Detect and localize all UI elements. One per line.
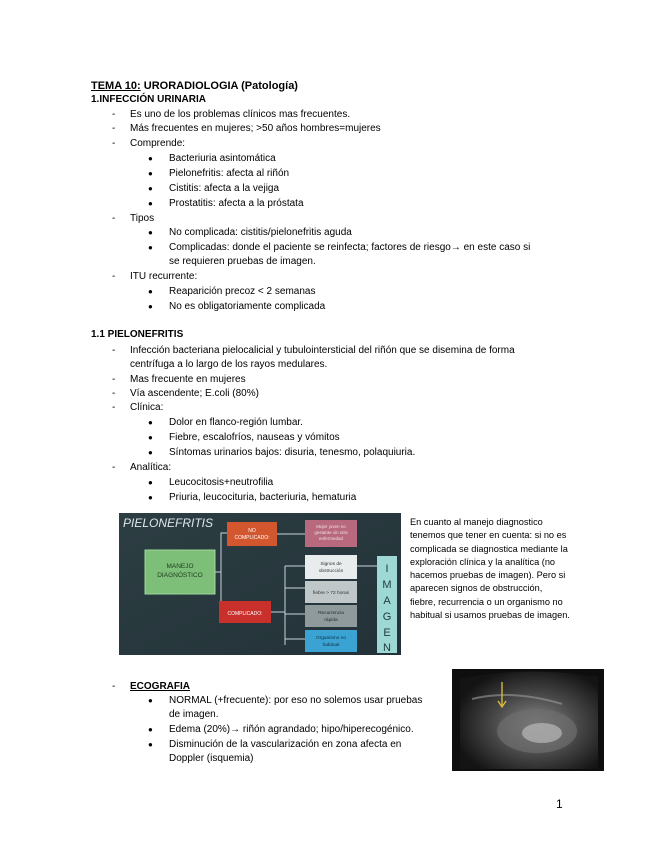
- bullet-icon: ●: [148, 154, 153, 163]
- section-1-title: 1.INFECCIÓN URINARIA: [91, 94, 207, 105]
- sub-list-item-continuation: Doppler (isquemia): [169, 753, 254, 764]
- fiebre-label: fiebre > 72 horas: [312, 591, 350, 596]
- recurrencia-box: [305, 605, 357, 627]
- slide-title: PIELONEFRITIS: [123, 516, 214, 530]
- sub-list-item: No es obligatoriamente complicada: [169, 301, 326, 312]
- ultrasound-image: [452, 669, 604, 771]
- list-item-continuation: centrífuga a lo largo de los rayos medulares.: [130, 359, 328, 370]
- list-item: Es uno de los problemas clínicos mas frecuentes.: [130, 109, 351, 120]
- no-complicado-label-1: NO: [248, 528, 256, 534]
- bullet-icon: ●: [148, 184, 153, 193]
- imagen-letter: E: [383, 627, 391, 639]
- sub-list-item: Reaparición precoz < 2 semanas: [169, 286, 316, 297]
- dash-marker: -: [112, 345, 116, 356]
- recurrencia-label-2: rápida: [324, 618, 338, 623]
- dash-marker: -: [112, 109, 116, 120]
- section-1-1-title: 1.1 PIELONEFRITIS: [91, 329, 184, 340]
- sub-list-item-continuation: se requieren pruebas de imagen.: [169, 256, 316, 267]
- bullet-icon: ●: [148, 725, 153, 734]
- bullet-icon: ●: [148, 287, 153, 296]
- bullet-icon: ●: [148, 493, 153, 502]
- bullet-icon: ●: [148, 199, 153, 208]
- bullet-icon: ●: [148, 740, 153, 749]
- page-number: 1: [556, 797, 563, 811]
- signos-box: [305, 555, 357, 579]
- bullet-icon: ●: [148, 228, 153, 237]
- title-text: URORADIOLOGIA (Patología): [140, 80, 298, 92]
- sub-list-item: Pielonefritis: afecta al riñón: [169, 168, 290, 179]
- bullet-icon: ●: [148, 302, 153, 311]
- dash-marker: -: [112, 681, 116, 692]
- dash-marker: -: [112, 388, 116, 399]
- list-item: Infección bacteriana pielocalicial y tubulointersticial del riñón que se disemina de forma: [130, 345, 515, 356]
- bullet-icon: ●: [148, 448, 153, 457]
- sub-list-item: Cistitis: afecta a la vejiga: [169, 183, 280, 194]
- dash-marker: -: [112, 213, 116, 224]
- bullet-icon: ●: [148, 243, 153, 252]
- list-item: Vía ascendente; E.coli (80%): [130, 388, 259, 399]
- bullet-icon: ●: [148, 169, 153, 178]
- complicado-label: COMPLICADO:: [227, 611, 263, 617]
- list-item: Clínica:: [130, 402, 164, 413]
- organismo-box: [305, 630, 357, 652]
- list-item: Comprende:: [130, 138, 186, 149]
- dash-marker: -: [112, 123, 116, 134]
- list-item: ITU recurrente:: [130, 271, 198, 282]
- dash-marker: -: [112, 402, 116, 413]
- list-item: Mas frecuente en mujeres: [130, 374, 246, 385]
- list-item: Más frecuentes en mujeres; >50 años hombres=mujeres: [130, 123, 381, 134]
- dash-marker: -: [112, 138, 116, 149]
- sub-list-item: Fiebre, escalofríos, nauseas y vómitos: [169, 432, 340, 443]
- sub-list-item: Disminución de la vascularización en zona afecta en: [169, 739, 402, 750]
- list-item: Analítica:: [130, 462, 172, 473]
- signos-label-1: Signos de: [320, 562, 342, 567]
- bullet-icon: ●: [148, 696, 153, 705]
- sub-list-item: Prostatitis: afecta a la próstata: [169, 198, 304, 209]
- recurrencia-label-1: Recurrencia: [318, 611, 344, 616]
- sub-list-item-continuation: de imagen.: [169, 709, 219, 720]
- renal-sinus: [522, 723, 562, 743]
- sub-list-item: Priuria, leucocituria, bacteriuria, hematuria: [169, 492, 357, 503]
- no-complicado-box: [227, 522, 277, 546]
- sub-list-item: Leucocitosis+neutrofilia: [169, 477, 274, 488]
- no-complicado-label-2: COMPLICADO:: [234, 535, 270, 541]
- pielonefritis-slide: [119, 513, 401, 655]
- dash-marker: -: [112, 374, 116, 385]
- sub-list-item: Síntomas urinarios bajos: disuria, tenesmo, polaquiuria.: [169, 447, 416, 458]
- list-item: Tipos: [130, 213, 155, 224]
- sub-list-item: Dolor en flanco-región lumbar.: [169, 417, 303, 428]
- mujer-label-2: gestante sin otra: [314, 530, 348, 535]
- manejo-label-2: DIAGNÓSTICO: [157, 572, 203, 579]
- title-label: TEMA 10:: [91, 80, 141, 92]
- ecografia-title: ECOGRAFIA: [130, 681, 190, 692]
- imagen-letter: G: [382, 611, 392, 623]
- bullet-icon: ●: [148, 478, 153, 487]
- organismo-label-1: Organismo no: [315, 636, 347, 641]
- mujer-label-3: enfermedad: [318, 536, 344, 541]
- document-title: [91, 79, 298, 93]
- bullet-icon: ●: [148, 418, 153, 427]
- imagen-letter: N: [383, 642, 391, 654]
- mujer-label-1: Mujer joven no: [316, 524, 346, 529]
- sub-list-item: NORMAL (+frecuente): por eso no solemos usar pruebas: [169, 695, 423, 706]
- imagen-letter: I: [385, 563, 389, 575]
- dash-marker: -: [112, 462, 116, 473]
- bullet-icon: ●: [148, 433, 153, 442]
- manejo-label-1: MANEJO: [166, 563, 194, 570]
- imagen-letter: A: [383, 595, 391, 607]
- sub-list-item: Edema (20%)→ riñón agrandado; hipo/hiperecogénico.: [169, 724, 414, 735]
- organismo-label-2: habitual: [322, 643, 340, 648]
- imagen-letter: M: [382, 579, 392, 591]
- side-explanation: En cuanto al manejo diagnostico tenemos que tener en cuenta: si no es complicada se diagnostica mediante la exploración clínica y la analítica (no hacemos pruebas de imagen). Pero si aparecen signos de obstrucción, fiebre, recurrencia o un organismo no habitual si usamos pruebas de imagen.: [410, 517, 570, 621]
- dash-marker: -: [112, 271, 116, 282]
- sub-list-item: Complicadas: donde el paciente se reinfecta; factores de riesgo→ en este caso si: [169, 242, 531, 253]
- sub-list-item: Bacteriuria asintomática: [169, 153, 276, 164]
- signos-label-2: obstrucción: [318, 569, 344, 574]
- sub-list-item: No complicada: cistitis/pielonefritis aguda: [169, 227, 352, 238]
